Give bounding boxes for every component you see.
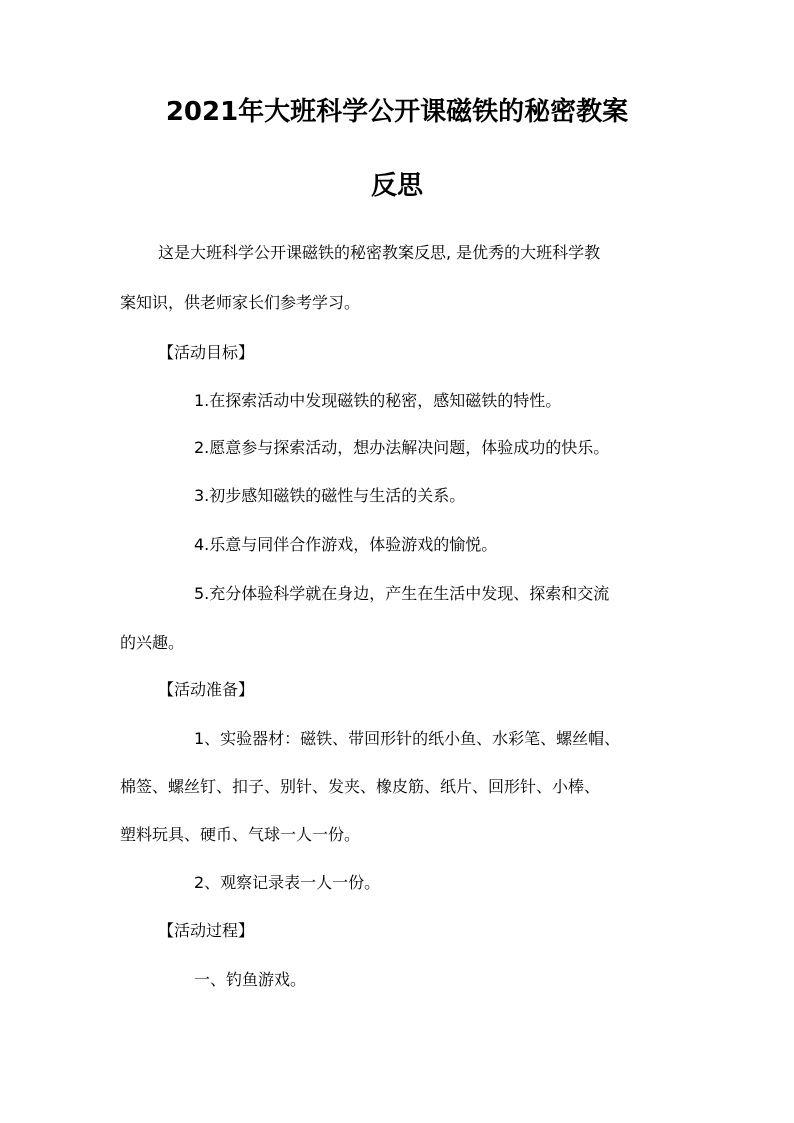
document-title-line-1: 2021年大班科学公开课磁铁的秘密教案 [165,97,629,127]
prep-heading: 【活动准备】 [158,680,255,699]
process-heading: 【活动过程】 [158,921,255,940]
goals-heading: 【活动目标】 [158,343,255,362]
prep-item-1-line-2: 棉签、螺丝钉、扣子、别针、发夹、橡皮筋、纸片、回形针、小棒、 [120,777,601,796]
intro-paragraph-line-2: 案知识，供老师家长们参考学习。 [120,293,361,312]
goal-item-3: 3.初步感知磁铁的磁性与生活的关系。 [194,486,466,505]
intro-paragraph-line-1: 这是大班科学公开课磁铁的秘密教案反思, 是优秀的大班科学教 [158,243,601,262]
goal-item-5-continued: 的兴趣。 [120,633,185,652]
prep-item-1-line-3: 塑料玩具、硬币、气球一人一份。 [120,825,361,844]
goal-item-1: 1.在探索活动中发现磁铁的秘密，感知磁铁的特性。 [194,391,562,410]
goal-item-2: 2.愿意参与探索活动，想办法解决问题，体验成功的快乐。 [194,438,610,457]
goal-item-4: 4.乐意与同伴合作游戏，体验游戏的愉悦。 [194,535,498,554]
document-title-line-2: 反思 [370,171,423,201]
goal-item-5: 5.充分体验科学就在身边，产生在生活中发现、探索和交流 [194,584,610,603]
process-item-1: 一、钓鱼游戏。 [194,970,307,989]
prep-item-2: 2、观察记录表一人一份。 [194,873,381,892]
prep-item-1-line-1: 1、实验器材：磁铁、带回形针的纸小鱼、水彩笔、螺丝帽、 [194,729,621,748]
